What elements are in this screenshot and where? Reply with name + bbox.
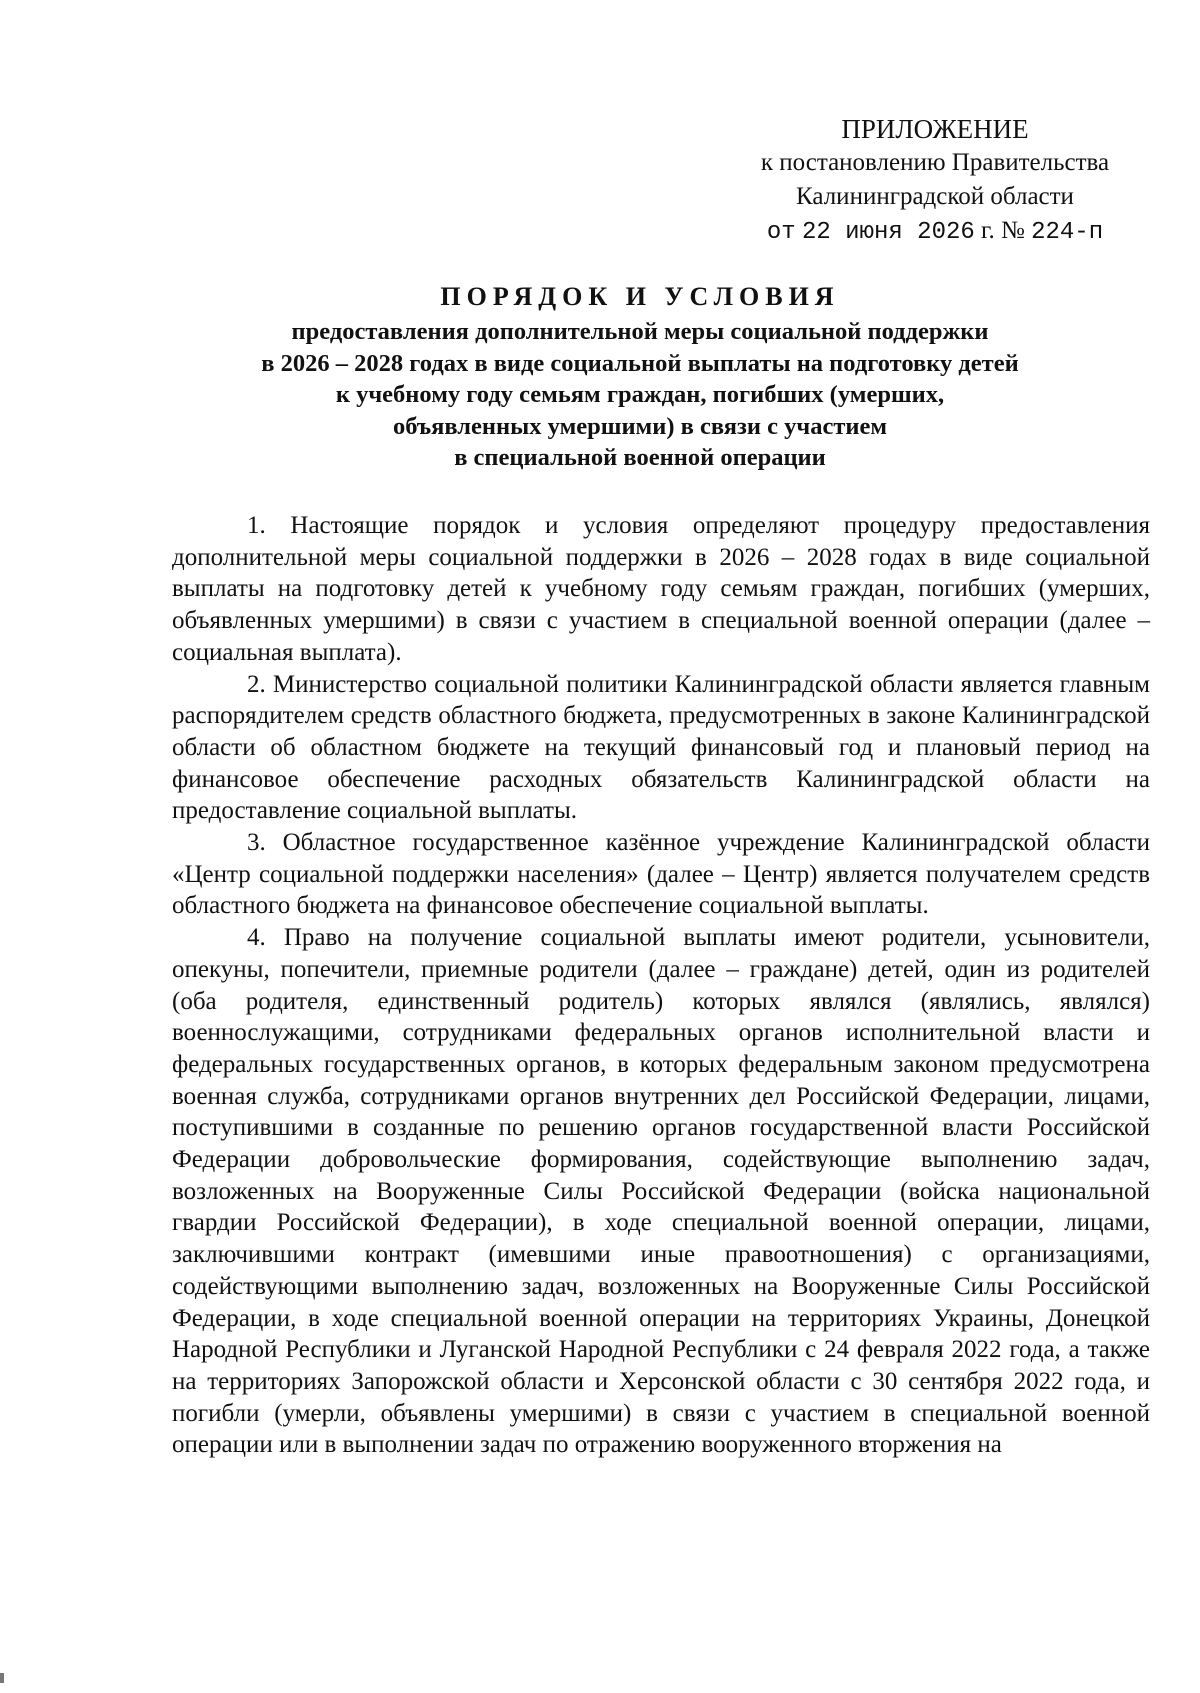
title-line: предоставления дополнительной меры социальной поддержки xyxy=(291,318,989,345)
title-line: объявленных умершими) в связи с участием xyxy=(392,412,888,440)
title-main: ПОРЯДОК И УСЛОВИЯ xyxy=(440,282,840,311)
title-line: в 2026 – 2028 годах в виде социальной выплаты на подготовку детей xyxy=(261,349,1019,377)
title-line: к учебному году семьям граждан, погибших (умерших, xyxy=(335,381,945,408)
appendix-year-suffix: г. № xyxy=(981,217,1025,244)
document-title xyxy=(180,280,1100,474)
paragraph-3: 3. Областное государственное казённое учреждение Калининградской области «Центр социальной поддержки населения» (далее – Центр) является получателем средств областного бюджета на финансовое обеспечение социальной выплаты. xyxy=(172,829,1150,920)
paragraph-4: 4. Право на получение социальной выплаты имеют родители, усыновители, опекуны, попечители, приемные родители (далее – граждане) детей, один из родителей (оба родителя, единственный родитель) которых являлся (являлись, являлся) военнослужащими, сотрудниками федеральных органов исполнительной власти и федеральных государственных органов, в которых федеральным законом предусмотрена военная служба, сотрудниками органов внутренних дел Российской Федерации, лицами, поступившими в созданные по решению органов государственной власти Российской Федерации добровольческие формирования, содействующие выполнению задач, возложенных на Вооруженные Силы Российской Федерации (войска национальной гвардии Российской Федерации), в ходе специальной военной операции, лицами, заключившими контракт (имевшими иные правоотношения) с организациями, содействующими выполнению задач, возложенных на Вооруженные Силы Российской Федерации, в ходе специальной военной операции на территориях Украины, Донецкой Народной Республики и Луганской Народной Республики с 24 февраля 2022 года, а также на территориях Запорожской области и Херсонской области с 30 сентября 2022 года, и погибли (умерли, объявлены умершими) в связи с участием в специальной военной операции или в выполнении задач по отражению вооруженного вторжения на xyxy=(172,924,1150,1459)
appendix-header xyxy=(735,112,1135,250)
appendix-line-1: к постановлению Правительства xyxy=(760,149,1110,176)
appendix-date-prefix: от xyxy=(766,219,796,246)
paragraph-1: 1. Настоящие порядок и условия определяют процедуру предоставления дополнительной меры социальной поддержки в 2026 – 2028 годах в виде социальной выплаты на подготовку детей к учебному году семьям граждан, погибших (умерших, объявленных умершими) в связи с участием в специальной военной операции (далее – социальная выплата). xyxy=(172,512,1150,666)
document-body xyxy=(172,510,1150,1461)
appendix-number: 224-п xyxy=(1031,219,1104,246)
title-line: в специальной военной операции xyxy=(454,444,826,471)
appendix-date: 22 июня 2026 xyxy=(801,219,975,246)
appendix-date-line xyxy=(735,214,1135,250)
paragraph-2: 2. Министерство социальной политики Калининградской области является главным распорядителем средств областного бюджета, предусмотренных в законе Калининградской области об областном бюджете на текущий финансовый год и плановый период на финансовое обеспечение расходных обязательств Калининградской области на предоставление социальной выплаты. xyxy=(172,670,1150,825)
appendix-line-2: Калининградской области xyxy=(796,183,1074,210)
appendix-heading: ПРИЛОЖЕНИЕ xyxy=(841,114,1029,144)
scan-edge-mark xyxy=(0,1673,4,1683)
